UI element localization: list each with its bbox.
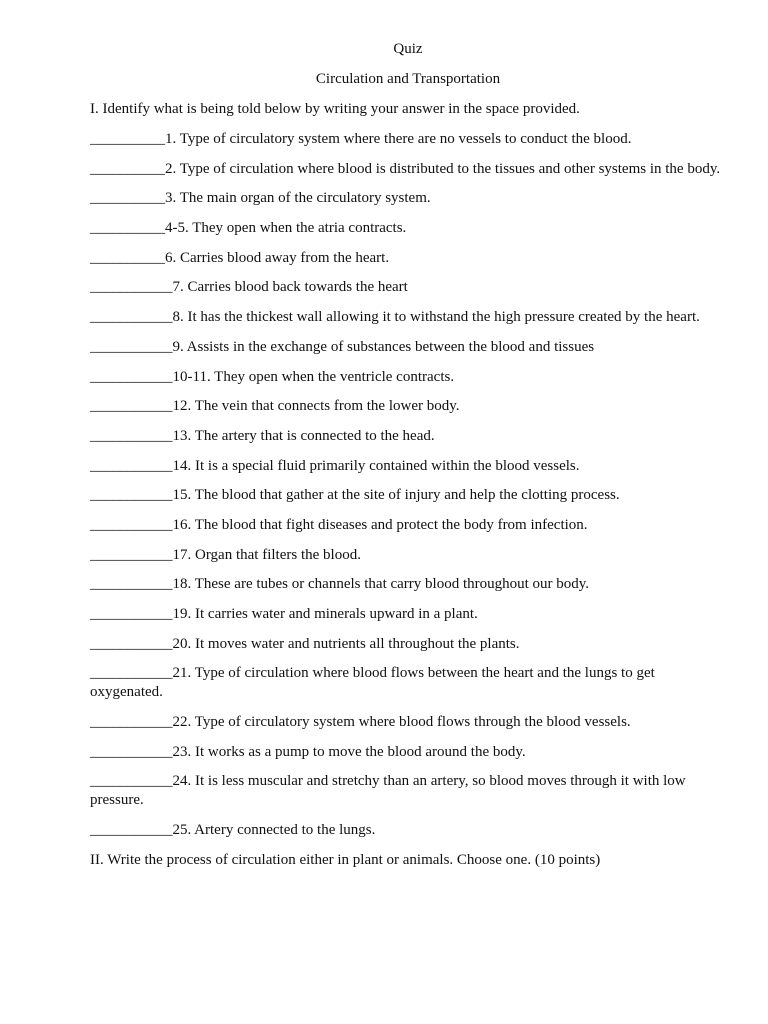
answer-blank: ___________ bbox=[90, 576, 173, 593]
question-item bbox=[90, 397, 728, 416]
answer-blank: ___________ bbox=[90, 773, 173, 790]
question-text: 3. The main organ of the circulatory system. bbox=[165, 190, 431, 207]
answer-blank: ___________ bbox=[90, 546, 173, 563]
question-list bbox=[90, 130, 728, 840]
question-item bbox=[90, 130, 728, 149]
question-text: 2. Type of circulation where blood is distributed to the tissues and other systems in the body. bbox=[165, 160, 721, 177]
question-item bbox=[90, 743, 728, 762]
answer-blank: ___________ bbox=[90, 398, 173, 415]
answer-blank: ___________ bbox=[90, 635, 173, 652]
answer-blank: ___________ bbox=[90, 714, 173, 731]
question-text: 22. Type of circulatory system where blood flows through the blood vessels. bbox=[172, 714, 631, 731]
question-text: 15. The blood that gather at the site of injury and help the clotting process. bbox=[172, 487, 620, 504]
question-item bbox=[90, 308, 728, 327]
answer-blank: ___________ bbox=[90, 822, 173, 839]
answer-blank: ___________ bbox=[90, 606, 173, 622]
question-text: 19. It carries water and minerals upward in a plant. bbox=[172, 606, 478, 622]
question-item bbox=[90, 249, 728, 268]
question-text: 6. Carries blood away from the heart. bbox=[165, 249, 390, 266]
question-item bbox=[90, 546, 728, 565]
answer-blank: ___________ bbox=[90, 368, 173, 385]
answer-blank: ___________ bbox=[90, 743, 173, 760]
question-item bbox=[90, 338, 728, 357]
question-text: 12. The vein that connects from the lower body. bbox=[172, 398, 460, 415]
question-text: 10-11. They open when the ventricle contracts. bbox=[172, 368, 455, 385]
question-item bbox=[90, 821, 728, 840]
question-item bbox=[90, 516, 728, 535]
question-text: 21. Type of circulation where blood flows between the heart and the lungs to get oxygenated. bbox=[90, 665, 655, 701]
question-item bbox=[90, 605, 728, 624]
answer-blank: __________ bbox=[90, 220, 165, 237]
question-item bbox=[90, 427, 728, 446]
answer-blank: ___________ bbox=[90, 487, 173, 504]
answer-blank: ___________ bbox=[90, 665, 173, 682]
question-item bbox=[90, 635, 728, 654]
question-item bbox=[90, 772, 728, 810]
question-item bbox=[90, 278, 728, 297]
question-text: 23. It works as a pump to move the blood around the body. bbox=[172, 743, 526, 760]
answer-blank: ___________ bbox=[90, 338, 173, 355]
question-item bbox=[90, 160, 728, 179]
question-text: 18. These are tubes or channels that carry blood throughout our body. bbox=[172, 576, 590, 593]
answer-blank: ___________ bbox=[90, 427, 173, 444]
part2-instructions: II. Write the process of circulation either in plant or animals. Choose one. (10 points) bbox=[90, 851, 601, 868]
question-text: 20. It moves water and nutrients all throughout the plants. bbox=[172, 635, 520, 652]
question-item bbox=[90, 713, 728, 732]
question-text: 16. The blood that fight diseases and protect the body from infection. bbox=[172, 516, 588, 533]
quiz-title: Quiz bbox=[393, 41, 423, 57]
question-item bbox=[90, 368, 728, 387]
question-text: 9. Assists in the exchange of substances between the blood and tissues bbox=[172, 338, 595, 355]
answer-blank: __________ bbox=[90, 131, 165, 147]
answer-blank: __________ bbox=[90, 190, 165, 207]
answer-blank: ___________ bbox=[90, 309, 173, 326]
quiz-subtitle: Circulation and Transportation bbox=[315, 71, 501, 87]
question-text: 14. It is a special fluid primarily contained within the blood vessels. bbox=[172, 457, 580, 474]
question-text: 8. It has the thickest wall allowing it to withstand the high pressure created by the heart. bbox=[172, 309, 700, 326]
answer-blank: ___________ bbox=[90, 457, 173, 474]
question-text: 24. It is less muscular and stretchy than an artery, so blood moves through it with low pressure. bbox=[90, 773, 686, 809]
answer-blank: ___________ bbox=[90, 516, 173, 533]
question-text: 1. Type of circulatory system where there are no vessels to conduct the blood. bbox=[165, 131, 632, 147]
question-text: 17. Organ that filters the blood. bbox=[172, 546, 361, 563]
question-text: 25. Artery connected to the lungs. bbox=[172, 822, 376, 839]
question-item bbox=[90, 189, 728, 208]
question-text: 7. Carries blood back towards the heart bbox=[172, 279, 408, 296]
question-item bbox=[90, 664, 728, 702]
question-item bbox=[90, 219, 728, 238]
question-text: 4-5. They open when the atria contracts. bbox=[165, 220, 407, 237]
question-text: 13. The artery that is connected to the head. bbox=[172, 427, 435, 444]
answer-blank: __________ bbox=[90, 249, 165, 266]
question-item bbox=[90, 575, 728, 594]
question-item bbox=[90, 457, 728, 476]
part1-instructions: I. Identify what is being told below by writing your answer in the space provided. bbox=[90, 101, 580, 117]
answer-blank: __________ bbox=[90, 160, 165, 177]
answer-blank: ___________ bbox=[90, 279, 173, 296]
question-item bbox=[90, 486, 728, 505]
